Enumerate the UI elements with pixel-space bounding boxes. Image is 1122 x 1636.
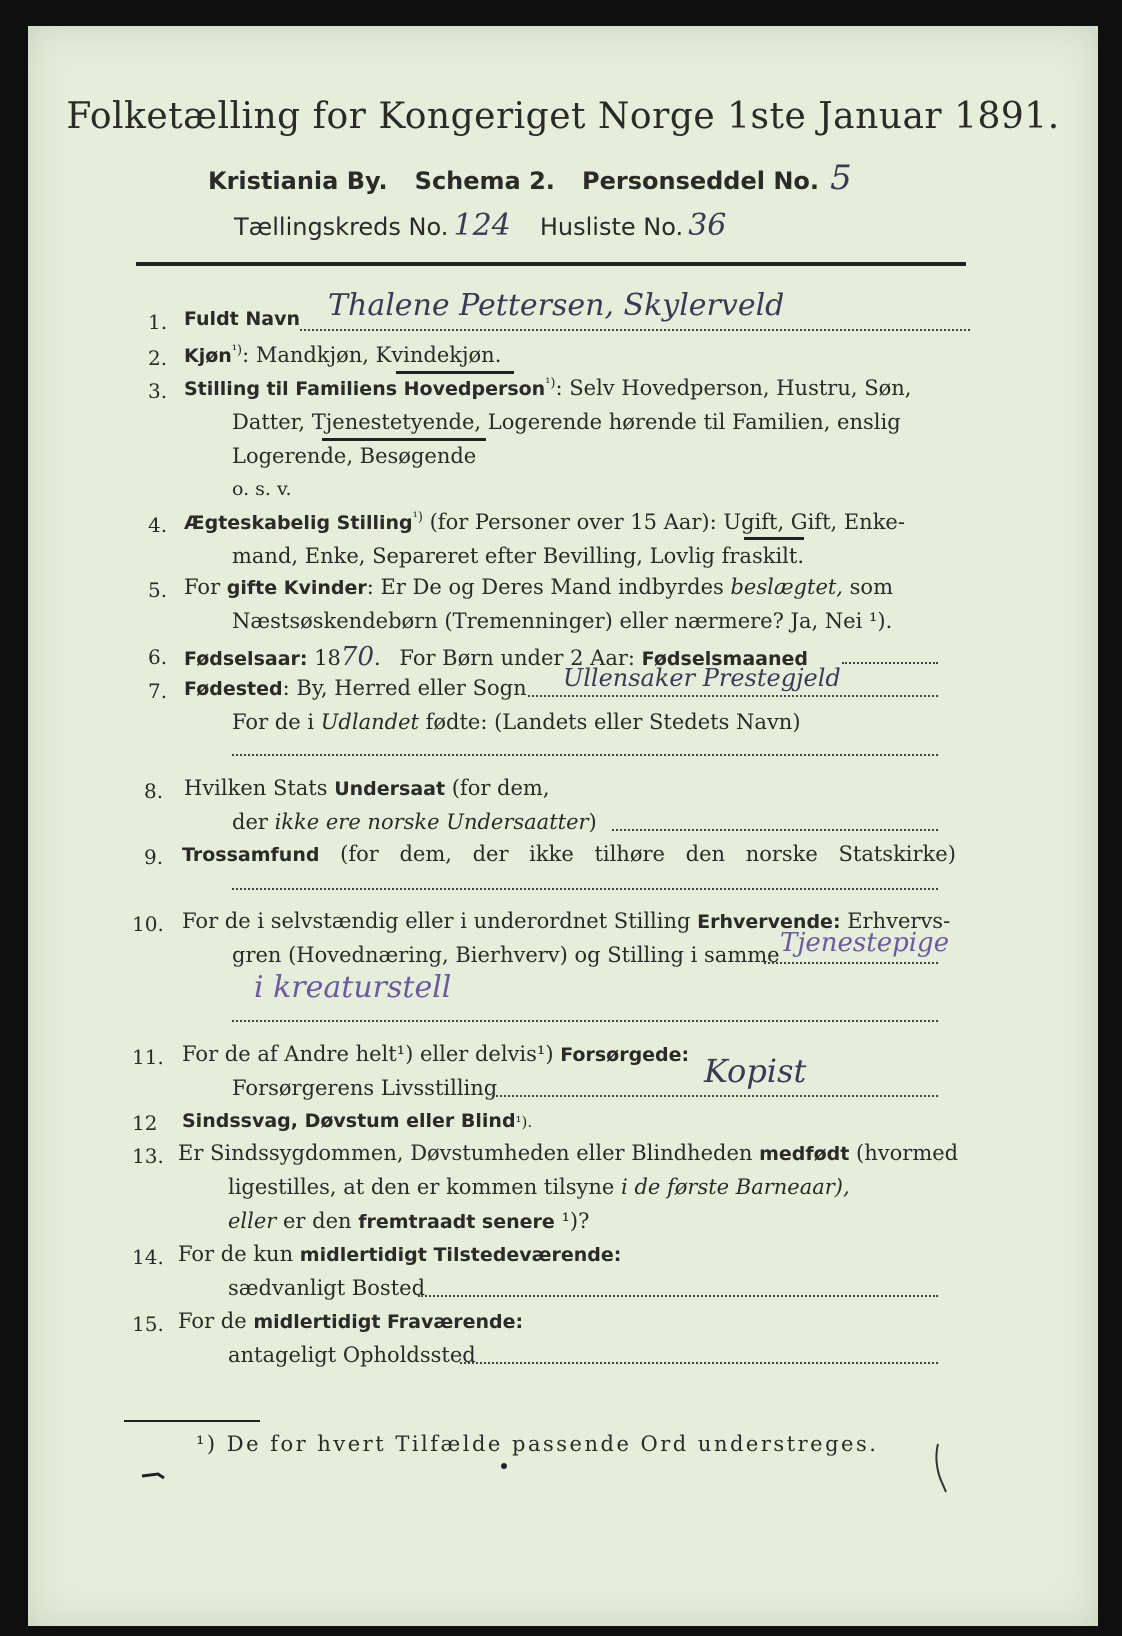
item-8-text-2a: der [232, 810, 275, 834]
item-11-text-1: For de af Andre helt¹) eller delvis¹) [182, 1042, 561, 1066]
item-13-text-3c: ¹)? [554, 1209, 590, 1233]
footnote: ¹) De for hvert Tilfælde passende Ord understreges. [196, 1432, 879, 1456]
item-5-line-1 [184, 575, 893, 599]
item-13-italic-eller: eller [228, 1209, 277, 1233]
item-3-line-4: o. s. v. [232, 478, 292, 500]
husliste-number: 36 [688, 208, 727, 243]
item-2-number: 2. [148, 346, 168, 370]
form-subtitle-line [208, 158, 852, 198]
item-10-answer-continuation: i kreaturstell [254, 970, 452, 1005]
item-8-italic: ikke ere norske Undersaatter [274, 810, 589, 834]
item-7-text-2a: For de i [232, 710, 321, 734]
item-1-label-row [184, 308, 300, 330]
item-5-label: gifte Kvinder [226, 577, 367, 599]
item-5-italic: beslægtet, [730, 575, 843, 599]
form-title: Folketælling for Kongeriget Norge 1ste Januar 1891. [66, 96, 1060, 137]
item-7-dotted-line-2 [232, 754, 938, 756]
footnote-ref: ¹) [545, 376, 556, 391]
item-8-text-1b: (for dem, [445, 776, 550, 800]
item-15-number: 15. [132, 1312, 164, 1336]
item-10-line-2: gren (Hovednæring, Bierhverv) og Stilling i samme [232, 943, 780, 967]
item-12-row [182, 1108, 532, 1132]
item-11-dotted-line [492, 1095, 938, 1097]
header-rule [136, 262, 966, 266]
item-8-label: Undersaat [334, 778, 446, 800]
item-15-line-1 [178, 1309, 523, 1333]
item-4-selected-option: Ugift, [723, 510, 785, 534]
item-3-options-2a: Datter, [232, 410, 312, 434]
item-13-italic: i de første Barneaar), [621, 1175, 850, 1199]
item-14-number: 14. [132, 1245, 164, 1269]
item-11-line-1 [182, 1042, 689, 1066]
item-13-label-2: fremtraadt senere [358, 1211, 555, 1233]
personseddel-number: 5 [830, 158, 852, 198]
item-4-line-2: mand, Enke, Separeret efter Bevilling, Lovlig fraskilt. [232, 544, 805, 568]
item-12-number: 12 [132, 1111, 158, 1135]
birth-month-dotted-line [842, 662, 938, 664]
husliste-label: Husliste No. [539, 213, 684, 241]
item-7-text-2b: fødte: (Landets eller Stedets Navn) [418, 710, 801, 734]
item-7-dotted-line [528, 695, 938, 697]
footnote-ref: ¹). [515, 1113, 533, 1131]
item-13-text-2a: ligestilles, at den er kommen tilsyne [228, 1175, 622, 1199]
item-3-selected-option: Tjenestetyende, [311, 410, 482, 434]
item-4-line-1 [184, 510, 905, 534]
item-8-dotted-line [612, 829, 938, 831]
item-10-text-1b: Erhvervs- [840, 909, 951, 933]
item-13-text-3b: er den [276, 1209, 359, 1233]
birth-month-label: Fødselsmaaned [641, 648, 808, 670]
item-13-text-1b: (hvormed [849, 1141, 959, 1165]
item-11-line-2: Forsørgerens Livsstilling [232, 1076, 498, 1100]
item-2-label: Kjøn [184, 345, 232, 367]
item-3-underline [322, 438, 486, 441]
item-9-text: (for dem, der ikke tilhøre den norske Statskirke) [319, 842, 956, 866]
item-8-line-1 [184, 776, 550, 800]
item-3-line-1 [184, 376, 911, 400]
item-8-line-2 [232, 810, 597, 834]
item-7-number: 7. [148, 679, 168, 703]
item-13-number: 13. [132, 1144, 164, 1168]
ink-stroke [928, 1440, 958, 1500]
item-11-label: Forsørgede: [560, 1044, 690, 1066]
item-5-text-1b: som [842, 575, 893, 599]
ink-dot [494, 1456, 514, 1476]
kreds-label: Tællingskreds No. [234, 213, 449, 241]
item-7-line-1 [184, 676, 527, 700]
item-6-number: 6. [148, 645, 168, 669]
item-6-row: Fødselsaar: 1870. For Børn under 2 Aar: Fødselsmaaned [184, 642, 808, 672]
item-5-pre: For [184, 575, 227, 599]
item-4-options-1a: (for Personer over 15 Aar): [422, 510, 724, 534]
kreds-line [234, 208, 726, 243]
item-5-text-1a: : Er De og Deres Mand indbyrdes [366, 575, 731, 599]
schema-label: Schema 2. [414, 167, 555, 195]
item-3-number: 3. [148, 379, 168, 403]
item-14-pre: For de kun [178, 1242, 300, 1266]
item-2-row [184, 343, 501, 367]
item-12-label: Sindssvag, Døvstum eller Blind [182, 1110, 516, 1132]
item-7-italic: Udlandet [320, 710, 419, 734]
item-14-line-2: sædvanligt Bosted [228, 1276, 426, 1300]
item-5-line-2: Næstsøskendebørn (Tremenninger) eller nærmere? Ja, Nei ¹). [232, 609, 893, 633]
item-3-line-3: Logerende, Besøgende [232, 444, 477, 468]
item-13-line-3 [228, 1209, 589, 1233]
item-14-line-1 [178, 1242, 621, 1266]
item-1-dotted-line [300, 329, 970, 331]
item-2-options: : Mandkjøn, [242, 343, 376, 367]
item-6-label: Fødselsaar: [184, 648, 308, 670]
city-label: Kristiania By. [208, 167, 388, 195]
item-14-dotted-line [418, 1295, 938, 1297]
item-3-label: Stilling til Familiens Hovedperson [184, 378, 546, 400]
kreds-number: 124 [453, 208, 511, 243]
item-7-text: : By, Herred eller Sogn [282, 676, 527, 700]
item-13-line-2 [228, 1175, 850, 1199]
item-4-label: Ægteskabelig Stilling [184, 512, 413, 534]
item-11-answer: Kopist [704, 1052, 807, 1090]
item-1-number: 1. [148, 310, 168, 334]
item-7-line-2 [232, 710, 801, 734]
item-3-options-2b: Logerende hørende til Familien, enslig [481, 410, 901, 434]
item-9-dotted-line [232, 888, 938, 890]
item-2-underline [396, 371, 514, 374]
footnote-rule [124, 1420, 260, 1422]
item-13-text-1a: Er Sindssygdommen, Døvstumheden eller Blindheden [178, 1141, 760, 1165]
birth-year-prefix: 18 [314, 646, 341, 670]
item-15-line-2: antageligt Opholdssted [228, 1343, 476, 1367]
item-10-text-1a: For de i selvstændig eller i underordnet Stilling [182, 909, 698, 933]
item-8-number: 8. [144, 779, 164, 803]
item-10-dotted-line [764, 962, 938, 964]
item-7-label: Fødested [184, 678, 283, 700]
footnote-ref: ¹) [231, 343, 243, 358]
item-10-label: Erhvervende: [697, 911, 841, 933]
item-15-pre: For de [178, 1309, 254, 1333]
item-4-options-1b: Gift, Enke- [784, 510, 905, 534]
item-5-number: 5. [148, 578, 168, 602]
personseddel-label: Personseddel No. [582, 167, 820, 195]
item-10-number: 10. [132, 912, 164, 936]
item-9-row [182, 842, 956, 866]
item-1-label: Fuldt Navn [184, 308, 301, 330]
item-13-label: medfødt [759, 1143, 850, 1165]
item-11-number: 11. [132, 1045, 164, 1069]
item-9-label: Trossamfund [182, 844, 320, 866]
item-9-number: 9. [144, 845, 164, 869]
item-3-line-2 [232, 410, 901, 434]
item-1-answer: Thalene Pettersen, Skylerveld [328, 288, 785, 323]
item-4-underline [744, 537, 804, 540]
item-14-label: midlertidigt Tilstedeværende: [299, 1244, 622, 1266]
item-6-mid-text: For Børn under 2 Aar: [399, 646, 642, 670]
item-7-answer: Ullensaker Prestegjeld [563, 664, 841, 692]
item-4-number: 4. [148, 513, 168, 537]
census-form [28, 26, 1098, 1626]
item-10-dotted-line-2 [232, 1020, 938, 1022]
item-8-text-1a: Hvilken Stats [184, 776, 335, 800]
birth-year-answer: 70 [340, 642, 375, 672]
item-10-answer-occupation: Tjenestepige [780, 928, 950, 958]
item-13-line-1 [178, 1141, 958, 1165]
item-2-selected-option: Kvindekjøn. [375, 343, 502, 367]
item-8-text-2b: ) [588, 810, 597, 834]
item-15-dotted-line [460, 1362, 938, 1364]
ink-mark [138, 1466, 168, 1486]
item-3-options-1: : Selv Hovedperson, Hustru, Søn, [555, 376, 912, 400]
footnote-ref: ¹) [412, 510, 423, 525]
item-15-label: midlertidigt Fraværende: [253, 1311, 524, 1333]
